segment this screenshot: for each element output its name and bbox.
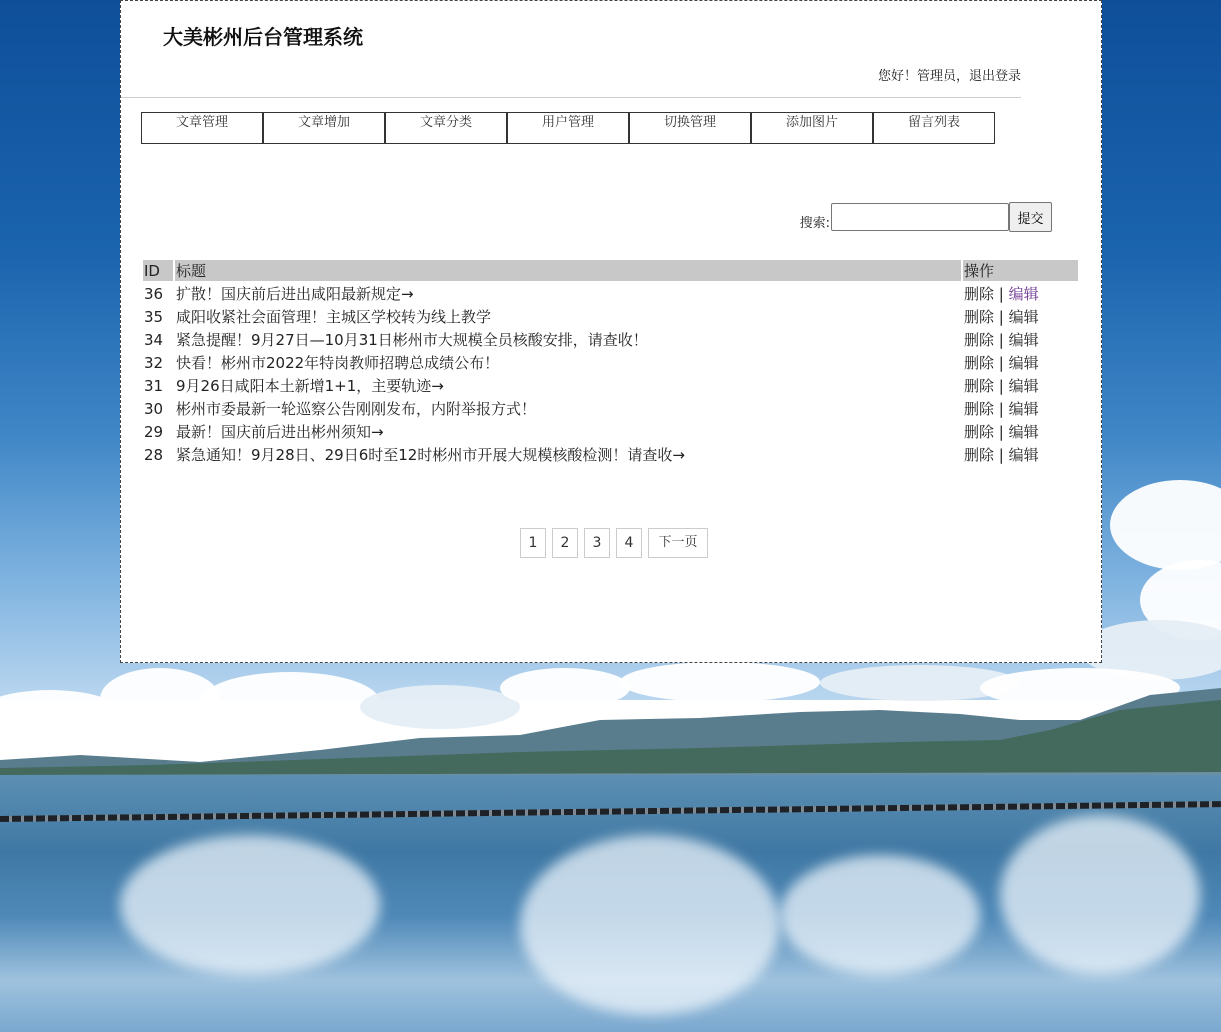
logout-link[interactable]: 退出登录 (968, 69, 1021, 84)
page-button-4[interactable]: 4 (616, 528, 642, 558)
delete-link[interactable]: 删除 (964, 308, 995, 326)
header-id: ID (143, 260, 173, 281)
row-actions (963, 444, 1078, 465)
table-row (143, 375, 1078, 396)
row-actions (963, 329, 1078, 350)
nav-item-article-add[interactable]: 文章增加 (263, 112, 385, 144)
nav-item-switch-manage[interactable]: 切换管理 (629, 112, 751, 144)
delete-link[interactable]: 删除 (964, 354, 995, 372)
row-id: 30 (144, 399, 164, 418)
action-separator: | (998, 354, 1004, 372)
next-page-button[interactable]: 下一页 (648, 528, 708, 558)
delete-link[interactable]: 删除 (964, 331, 995, 349)
table-row (143, 329, 1078, 350)
row-title: 紧急通知！9月28日、29日6时至12时彬州市开展大规模核酸检测！请查收→ (176, 446, 685, 464)
row-actions (963, 398, 1078, 419)
row-actions (963, 375, 1078, 396)
table-row (143, 352, 1078, 373)
row-id: 34 (144, 330, 164, 349)
row-title: 扩散！国庆前后进出咸阳最新规定→ (176, 285, 414, 303)
row-id: 36 (144, 284, 164, 303)
row-id: 31 (144, 376, 164, 395)
user-bar (878, 65, 1021, 84)
header-divider (121, 97, 1021, 98)
action-separator: | (998, 446, 1004, 464)
table-row (143, 306, 1078, 327)
row-id: 29 (144, 422, 164, 441)
row-actions (963, 283, 1078, 304)
admin-panel (120, 0, 1102, 663)
page-button-2[interactable]: 2 (552, 528, 578, 558)
nav-item-user-manage[interactable]: 用户管理 (507, 112, 629, 144)
action-separator: | (998, 285, 1004, 303)
nav-item-article-manage[interactable]: 文章管理 (141, 112, 263, 144)
action-separator: | (998, 308, 1004, 326)
row-id: 28 (144, 445, 164, 464)
row-title: 快看！彬州市2022年特岗教师招聘总成绩公布！ (176, 354, 500, 372)
page-button-1[interactable]: 1 (520, 528, 546, 558)
nav-item-article-category[interactable]: 文章分类 (385, 112, 507, 144)
row-title: 咸阳收紧社会面管理！主城区学校转为线上教学 (176, 308, 492, 326)
action-separator: | (998, 377, 1004, 395)
table-row (143, 421, 1078, 442)
action-separator: | (998, 400, 1004, 418)
edit-link[interactable]: 编辑 (1008, 354, 1039, 372)
edit-link[interactable]: 编辑 (1008, 423, 1039, 441)
greeting-text: 您好！ (877, 69, 917, 84)
row-id: 32 (144, 353, 164, 372)
row-actions (963, 421, 1078, 442)
edit-link[interactable]: 编辑 (1008, 446, 1039, 464)
search-submit-button[interactable]: 提交 (1009, 202, 1052, 232)
edit-link[interactable]: 编辑 (1008, 377, 1039, 395)
table-row (143, 444, 1078, 465)
nav-item-message-list[interactable]: 留言列表 (873, 112, 995, 144)
user-bar-separator: ， (955, 69, 969, 84)
site-title: 大美彬州后台管理系统 (163, 25, 363, 49)
edit-link[interactable]: 编辑 (1008, 331, 1039, 349)
header-title: 标题 (175, 260, 961, 281)
table-row (143, 283, 1078, 304)
page-button-3[interactable]: 3 (584, 528, 610, 558)
nav-item-add-image[interactable]: 添加图片 (751, 112, 873, 144)
edit-link[interactable]: 编辑 (1008, 285, 1039, 303)
row-id: 35 (144, 307, 164, 326)
row-title: 9月26日咸阳本土新增1+1，主要轨迹→ (176, 377, 444, 395)
row-actions (963, 352, 1078, 373)
pagination (520, 528, 708, 558)
delete-link[interactable]: 删除 (964, 446, 995, 464)
row-title: 紧急提醒！9月27日—10月31日彬州市大规模全员核酸安排，请查收！ (176, 331, 648, 349)
delete-link[interactable]: 删除 (964, 285, 995, 303)
search-label: 搜索: (799, 215, 830, 231)
row-actions (963, 306, 1078, 327)
user-name: 管理员 (916, 69, 956, 84)
row-title: 彬州市委最新一轮巡察公告刚刚发布，内附举报方式！ (176, 400, 537, 418)
table-header-row (143, 260, 1078, 281)
delete-link[interactable]: 删除 (964, 400, 995, 418)
search-input[interactable] (831, 203, 1009, 231)
search-form (800, 202, 1052, 232)
action-separator: | (998, 331, 1004, 349)
table-row (143, 398, 1078, 419)
delete-link[interactable]: 删除 (964, 377, 995, 395)
row-title: 最新！国庆前后进出彬州须知→ (176, 423, 384, 441)
edit-link[interactable]: 编辑 (1008, 308, 1039, 326)
action-separator: | (998, 423, 1004, 441)
header-actions: 操作 (963, 260, 1078, 281)
article-table (141, 258, 1080, 467)
edit-link[interactable]: 编辑 (1008, 400, 1039, 418)
main-nav (141, 112, 995, 144)
delete-link[interactable]: 删除 (964, 423, 995, 441)
